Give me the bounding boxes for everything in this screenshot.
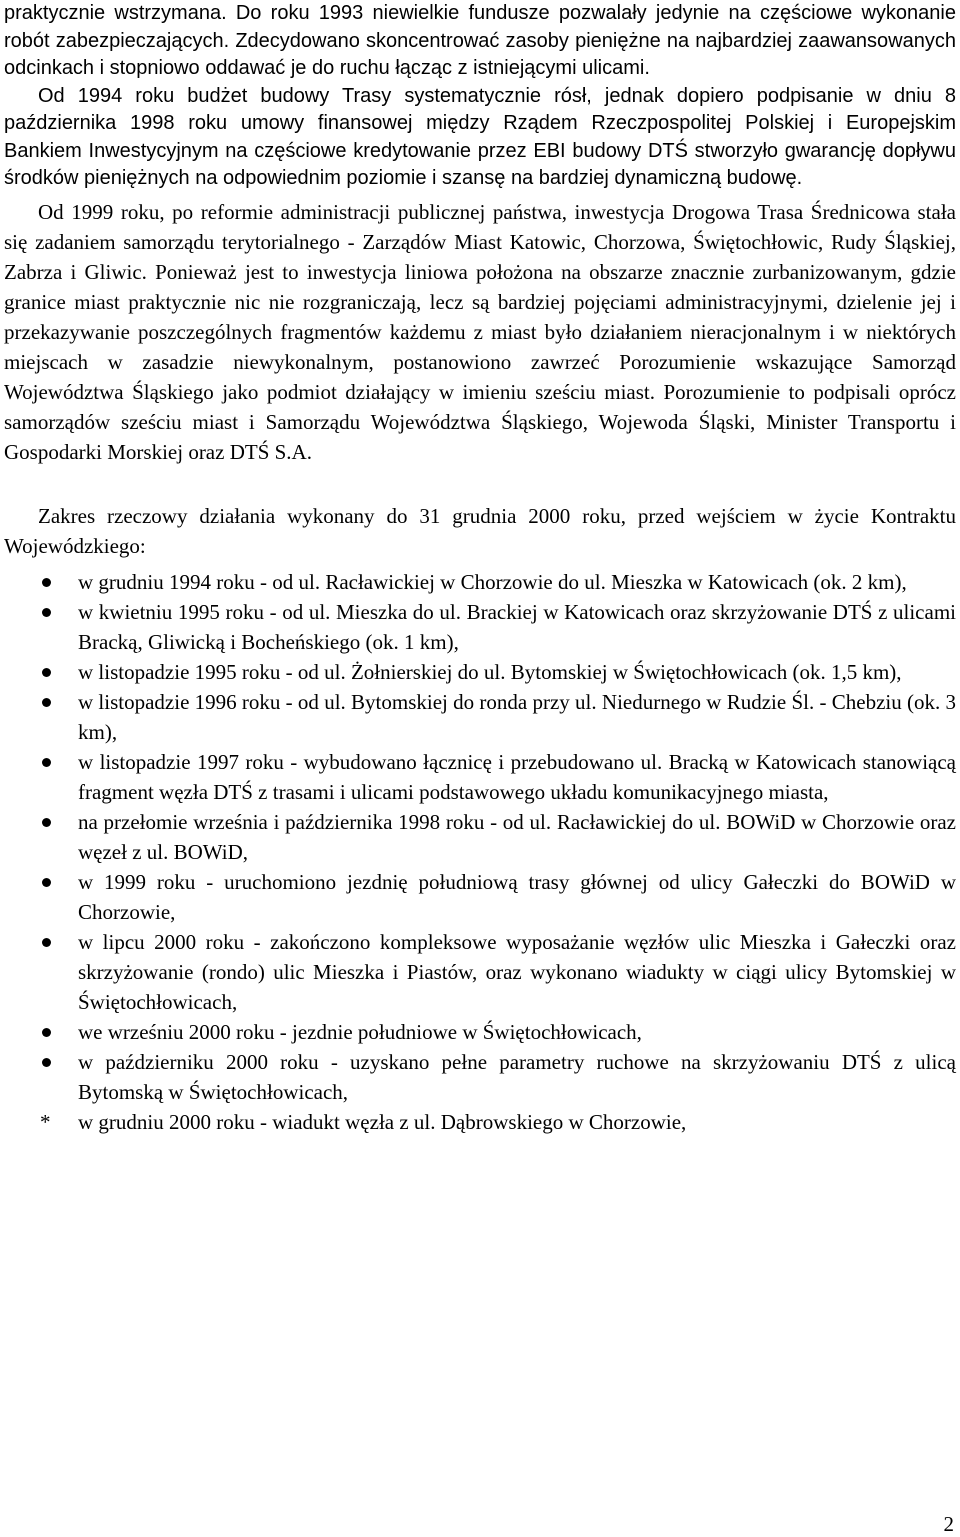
bullet-icon — [42, 938, 51, 947]
document-page — [4, 0, 956, 1137]
paragraph-reform: Od 1999 roku, po reformie administracji publicznej państwa, inwestycja Drogowa Trasa Średnicowa stała się zadaniem samorządu terytorialnego - Zarządów Miast Katowic, Chorzowa, Świętochłowic, Rudy Śląskiej, Zabrza i Gliwic. Ponieważ jest to inwestycja liniowa położona na obszarze znacznie zurbanizowanym, gdzie granice miast praktycznie nic nie rozgraniczają, lecz są bardziej pojęciami administracyjnymi, dzielenie jej i przekazywanie poszczególnych fragmentów każdemu z miast było działaniem nieracjonalnym i w niektórych miejscach w zasadzie niewykonalnym, postanowiono zawrzeć Porozumienie wskazujące Samorząd Województwa Śląskiego jako podmiot działający w imieniu sześciu miast. Porozumienie to podpisali oprócz samorządów sześciu miast i Samorządu Województwa Śląskiego, Wojewoda Śląski, Minister Transportu i Gospodarki Morskiej oraz DTŚ S.A. — [4, 199, 956, 464]
list-item: w listopadzie 1997 roku - wybudowano łącznicę i przebudowano ul. Bracką w Katowicach stanowiącą fragment węzła DTŚ z trasami i ulicami podstawowego układu komunikacyjnego miasta, — [4, 747, 956, 807]
list-item: w listopadzie 1995 roku - od ul. Żołnierskiej do ul. Bytomskiej w Świętochłowicach (ok. 1,5 km), — [4, 657, 956, 687]
bullet-icon — [42, 818, 51, 827]
list-item: w lipcu 2000 roku - zakończono kompleksowe wyposażanie węzłów ulic Mieszka i Gałeczki oraz skrzyżowanie (rondo) ulic Mieszka i Piastów, oraz wykonano wiadukty w ciągi ulicy Bytomskiej w Świętochłowicach, — [4, 927, 956, 1017]
bullet-icon — [42, 668, 51, 677]
list-item: w październiku 2000 roku - uzyskano pełne parametry ruchowe na skrzyżowaniu DTŚ z ulicą Bytomską w Świętochłowicach, — [4, 1047, 956, 1107]
section-spacer — [4, 467, 956, 505]
bullet-icon — [42, 578, 51, 587]
page-number: 2 — [943, 1512, 954, 1536]
list-item: na przełomie września i października 1998 roku - od ul. Racławickiej do ul. BOWiD w Chorzowie oraz węzeł z ul. BOWiD, — [4, 807, 956, 867]
paragraph-scope-intro: Zakres rzeczowy działania wykonany do 31 grudnia 2000 roku, przed wejściem w życie Kontraktu Wojewódzkiego: — [4, 503, 956, 558]
bullet-icon — [42, 758, 51, 767]
scope-list — [4, 567, 956, 1137]
bullet-icon — [42, 608, 51, 617]
paragraph-budget: Od 1994 roku budżet budowy Trasy systematycznie rósł, jednak dopiero podpisanie w dniu 8 października 1998 roku umowy finansowej między Rządem Rzeczpospolitej Polskiej i Europejskim Bankiem Inwestycyjnym na częściowe kredytowanie przez EBI budowy DTŚ stworzyło gwarancję dopływu środków pieniężnych na odpowiednim poziomie i szansę na bardziej dynamiczną budowę. — [4, 84, 956, 189]
bullet-icon — [42, 878, 51, 887]
bullet-icon — [42, 1028, 51, 1037]
list-item: w kwietniu 1995 roku - od ul. Mieszka do ul. Brackiej w Katowicach oraz skrzyżowanie DTŚ z ulicami Bracką, Gliwicką i Bocheńskiego (ok. 1 km), — [4, 597, 956, 657]
bullet-icon — [42, 1058, 51, 1067]
paragraph-continuation: praktycznie wstrzymana. Do roku 1993 niewielkie fundusze pozwalały jedynie na częściowe wykonanie robót zabezpieczających. Zdecydowano skoncentrować zasoby pieniężne na najbardziej zaawansowanych odcinkach i stopniowo oddawać je do ruchu łącząc z istniejącymi ulicami. — [4, 2, 956, 79]
list-item: * w grudniu 2000 roku - wiadukt węzła z ul. Dąbrowskiego w Chorzowie, — [4, 1107, 956, 1137]
list-item: w grudniu 1994 roku - od ul. Racławickiej w Chorzowie do ul. Mieszka w Katowicach (ok. 2 km), — [4, 567, 956, 597]
list-item: w listopadzie 1996 roku - od ul. Bytomskiej do ronda przy ul. Niedurnego w Rudzie Śl. - Chebziu (ok. 3 km), — [4, 687, 956, 747]
list-item: w 1999 roku - uruchomiono jezdnię południową trasy głównej od ulicy Gałeczki do BOWiD w Chorzowie, — [4, 867, 956, 927]
list-item: we wrześniu 2000 roku - jezdnie południowe w Świętochłowicach, — [4, 1017, 956, 1047]
bullet-icon — [42, 698, 51, 707]
asterisk-marker: * — [40, 1109, 51, 1134]
